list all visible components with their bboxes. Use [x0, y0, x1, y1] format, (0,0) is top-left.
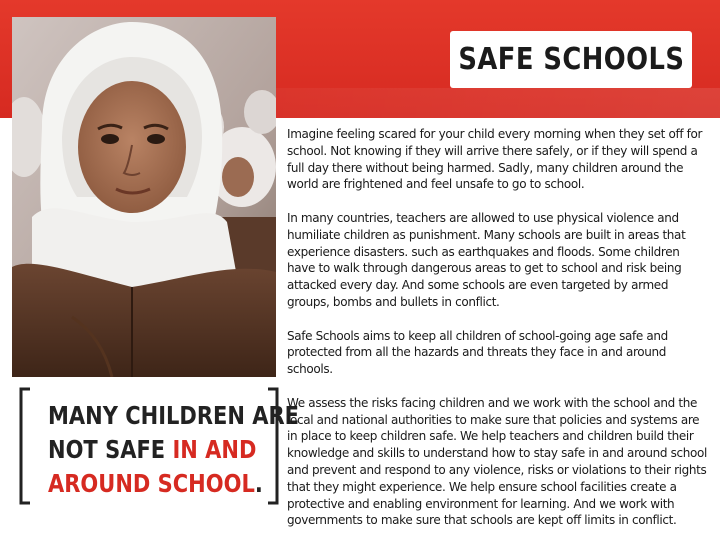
callout-line-1: MANY CHILDREN ARE — [48, 401, 300, 430]
article-paragraph-3: Safe Schools aims to keep all children of school-going age safe and protected from all the hazards and threats they face in and around schools. — [287, 328, 668, 377]
right-bracket-icon — [266, 387, 280, 505]
article-paragraph-1: Imagine feeling scared for your child every morning when they set off for school. Not knowing if they will arrive there safely, or if they will spend a full day there without being harmed. Sadly, many children around the world are frightened and feel unsafe to go to school. — [287, 127, 703, 192]
article-paragraph-2: In many countries, teachers are allowed to use physical violence and humiliate children as punishment. Many schools are built in areas that experience disasters. such as earthquakes and floods. Some children have to walk through dangerous areas to get to school and risk being attacked every day. And some schools are even targeted by armed groups, bombs and bullets in conflict. — [287, 210, 686, 309]
callout-line-3: AROUND SCHOOL. — [48, 469, 263, 498]
callout-text — [48, 399, 300, 501]
portrait-photo — [12, 17, 276, 377]
page-title: SAFE SCHOOLS — [458, 42, 684, 77]
title-box — [450, 31, 692, 88]
article-paragraph-4: We assess the risks facing children and we work with the school and the local and national authorities to make sure that policies and systems are in place to keep children safe. We help teachers and children build their knowledge and skills to understand how to stay safe in and around school and prevent and respond to any violence, risks or violations to their rights that they might experience. We help ensure school facilities create a protective and enabling environment for learning. And we work with governments to make sure that schools are kept off limits in conflict. — [287, 395, 707, 528]
callout-quote — [18, 387, 300, 505]
article-body — [287, 126, 711, 529]
left-bracket-icon — [18, 387, 32, 505]
callout-line-2: NOT SAFE IN AND — [48, 435, 257, 464]
